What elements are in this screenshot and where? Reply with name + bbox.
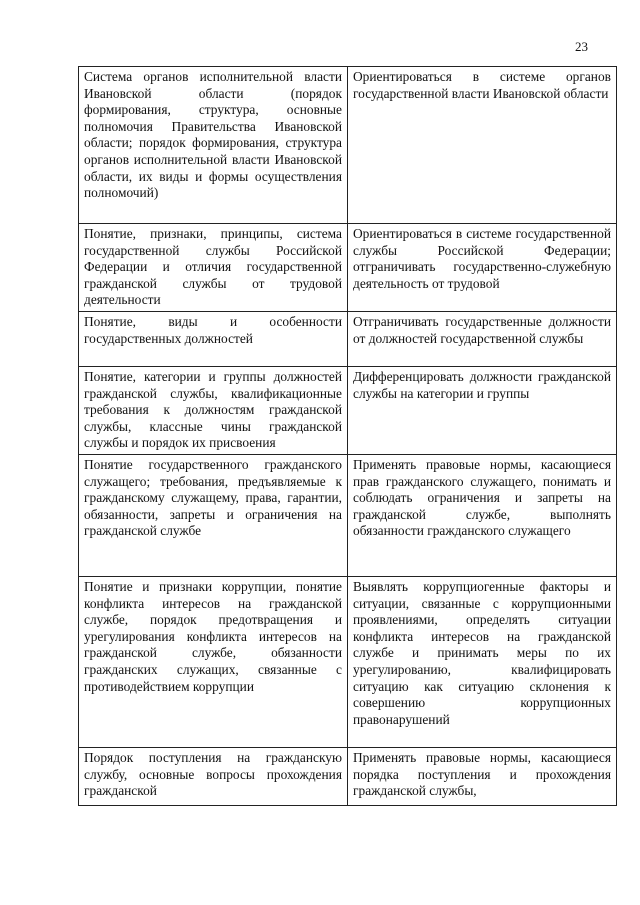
knowledge-cell: Понятие и признаки коррупции, понятие конфликта интересов на гражданской службе, порядок предотвращения и урегулирования конфликта интересов на гражданской службе, обязанности гражданских служащих, связанные с противодействием коррупции bbox=[79, 576, 348, 747]
competency-table bbox=[78, 66, 617, 806]
table-row bbox=[79, 224, 617, 312]
knowledge-cell: Понятие, виды и особенности государственных должностей bbox=[79, 311, 348, 366]
knowledge-cell: Понятие, признаки, принципы, система государственной службы Российской Федерации и отличия государственной гражданской службы от трудовой деятельности bbox=[79, 224, 348, 312]
table-row bbox=[79, 366, 617, 454]
knowledge-cell: Порядок поступления на гражданскую службу, основные вопросы прохождения гражданской bbox=[79, 747, 348, 805]
table-row bbox=[79, 311, 617, 366]
knowledge-cell: Понятие, категории и группы должностей гражданской службы, квалификационные требования к должностям гражданской службы, классные чины гражданской службы и порядок их присвоения bbox=[79, 366, 348, 454]
skill-cell: Применять правовые нормы, касающиеся прав гражданского служащего, понимать и соблюдать ограничения и запреты на гражданской службе, выполнять обязанности гражданского служащего bbox=[348, 454, 617, 576]
skill-cell: Ориентироваться в системе органов государственной власти Ивановской области bbox=[348, 67, 617, 224]
page-number: 23 bbox=[575, 39, 588, 54]
table-row bbox=[79, 454, 617, 576]
knowledge-cell: Система органов исполнительной власти Ивановской области (порядок формирования, структура, основные полномочия Правительства Ивановской области; порядок формирования, структура органов исполнительной власти Ивановской области, их виды и формы осуществления полномочий) bbox=[79, 67, 348, 224]
skill-cell: Применять правовые нормы, касающиеся порядка поступления и прохождения гражданской службы, bbox=[348, 747, 617, 805]
table-row bbox=[79, 747, 617, 805]
skill-cell: Выявлять коррупциогенные факторы и ситуации, связанные с коррупционными проявлениями, определять ситуации конфликта интересов на гражданской службе и принимать меры по их урегулированию, квалифицировать ситуацию как ситуацию склонения к совершению коррупционных правонарушений bbox=[348, 576, 617, 747]
table-row bbox=[79, 67, 617, 224]
skill-cell: Ориентироваться в системе государственной службы Российской Федерации; отграничивать государственно-служебную деятельность от трудовой bbox=[348, 224, 617, 312]
knowledge-cell: Понятие государственного гражданского служащего; требования, предъявляемые к гражданскому служащему, права, гарантии, обязанности, запреты и ограничения на гражданской службе bbox=[79, 454, 348, 576]
table-row bbox=[79, 576, 617, 747]
skill-cell: Дифференцировать должности гражданской службы на категории и группы bbox=[348, 366, 617, 454]
skill-cell: Отграничивать государственные должности от должностей государственной службы bbox=[348, 311, 617, 366]
